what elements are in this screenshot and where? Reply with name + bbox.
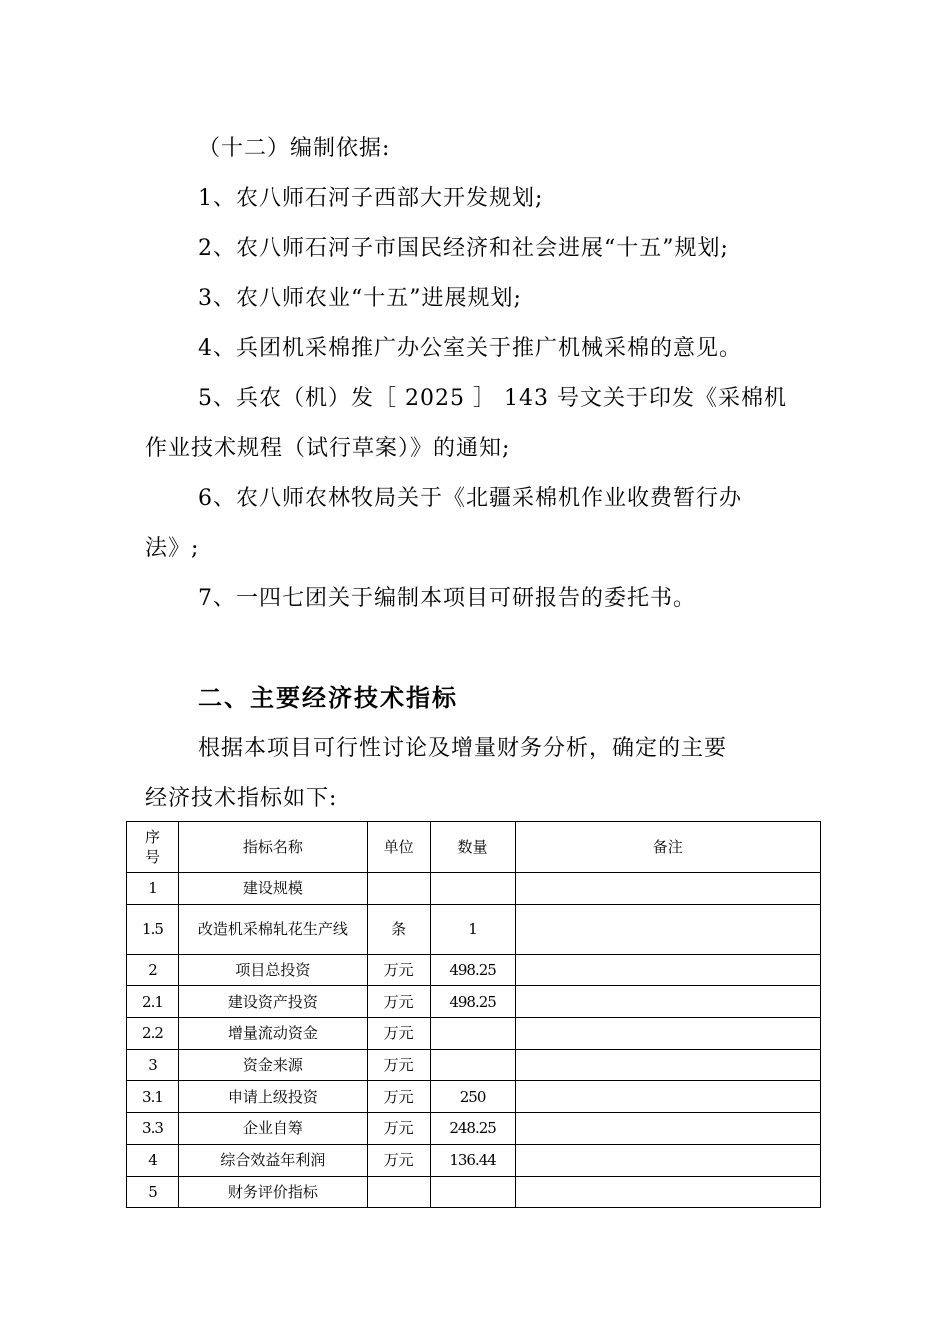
basis-item-7: 7、一四七团关于编制本项目可研报告的委托书。	[198, 586, 696, 611]
cell-qty: 248.25	[430, 1113, 515, 1145]
cell-qty	[430, 1018, 515, 1050]
cell-remark	[515, 1049, 820, 1081]
cell-seq: 5	[127, 1176, 179, 1208]
cell-remark	[515, 1176, 820, 1208]
cell-unit: 万元	[367, 1113, 430, 1145]
cell-remark	[515, 1113, 820, 1145]
header-seq: 序号	[127, 822, 179, 873]
cell-seq: 4	[127, 1144, 179, 1176]
cell-qty: 1	[430, 904, 515, 954]
cell-qty: 498.25	[430, 986, 515, 1018]
basis-item-3: 3、农八师农业“十五”进展规划;	[198, 286, 522, 311]
table-row	[127, 1081, 821, 1113]
cell-qty: 250	[430, 1081, 515, 1113]
table-row	[127, 1144, 821, 1176]
cell-qty	[430, 1176, 515, 1208]
cell-name: 企业自筹	[178, 1113, 367, 1145]
basis-item-4: 4、兵团机采棉推广办公室关于推广机械采棉的意见。	[198, 336, 742, 361]
cell-remark	[515, 1018, 820, 1050]
cell-seq: 1	[127, 873, 179, 905]
basis-item-2: 2、农八师石河子市国民经济和社会进展“十五”规划;	[198, 236, 729, 261]
basis-item-5-line1: 5、兵农（机）发［ 2025 ］ 143 号文关于印发《采棉机	[198, 386, 787, 411]
cell-qty: 498.25	[430, 954, 515, 986]
cell-remark	[515, 1081, 820, 1113]
cell-seq: 2.2	[127, 1018, 179, 1050]
cell-name: 改造机采棉轧花生产线	[178, 904, 367, 954]
cell-qty	[430, 1049, 515, 1081]
header-name: 指标名称	[178, 822, 367, 873]
cell-name: 综合效益年利润	[178, 1144, 367, 1176]
cell-remark	[515, 904, 820, 954]
table-row	[127, 954, 821, 986]
cell-name: 申请上级投资	[178, 1081, 367, 1113]
table-row	[127, 1049, 821, 1081]
cell-unit	[367, 1176, 430, 1208]
basis-item-6-line2: 法》;	[145, 536, 200, 561]
basis-item-5-line2: 作业技术规程（试行草案）》的通知;	[145, 436, 511, 461]
header-remark: 备注	[515, 822, 820, 873]
cell-unit: 万元	[367, 986, 430, 1018]
cell-seq: 1.5	[127, 904, 179, 954]
table-row	[127, 873, 821, 905]
header-qty: 数量	[430, 822, 515, 873]
table-row	[127, 1018, 821, 1050]
basis-item-6-line1: 6、农八师农林牧局关于《北疆采棉机作业收费暂行办	[198, 486, 742, 511]
cell-unit: 条	[367, 904, 430, 954]
table-header-row	[127, 822, 821, 873]
cell-remark	[515, 873, 820, 905]
cell-unit: 万元	[367, 1144, 430, 1176]
cell-seq: 3.3	[127, 1113, 179, 1145]
cell-qty: 136.44	[430, 1144, 515, 1176]
cell-qty	[430, 873, 515, 905]
cell-remark	[515, 986, 820, 1018]
cell-remark	[515, 1144, 820, 1176]
cell-unit: 万元	[367, 1049, 430, 1081]
table-row	[127, 904, 821, 954]
cell-seq: 2.1	[127, 986, 179, 1018]
cell-unit: 万元	[367, 1081, 430, 1113]
cell-name: 建设资产投资	[178, 986, 367, 1018]
table-row	[127, 986, 821, 1018]
cell-name: 建设规模	[178, 873, 367, 905]
cell-remark	[515, 954, 820, 986]
basis-title: （十二）编制依据:	[198, 136, 391, 161]
table-row	[127, 1113, 821, 1145]
basis-item-1: 1、农八师石河子西部大开发规划;	[198, 186, 544, 211]
cell-seq: 2	[127, 954, 179, 986]
section-intro-line1: 根据本项目可行性讨论及增量财务分析，确定的主要	[198, 736, 728, 761]
indicator-table	[126, 821, 821, 1208]
cell-seq: 3.1	[127, 1081, 179, 1113]
section-heading: 二、主要经济技术指标	[198, 684, 458, 712]
table-row	[127, 1176, 821, 1208]
cell-name: 资金来源	[178, 1049, 367, 1081]
cell-name: 财务评价指标	[178, 1176, 367, 1208]
cell-unit: 万元	[367, 1018, 430, 1050]
cell-unit: 万元	[367, 954, 430, 986]
cell-name: 项目总投资	[178, 954, 367, 986]
cell-name: 增量流动资金	[178, 1018, 367, 1050]
header-unit: 单位	[367, 822, 430, 873]
cell-seq: 3	[127, 1049, 179, 1081]
section-intro-line2: 经济技术指标如下:	[145, 786, 338, 811]
cell-unit	[367, 873, 430, 905]
